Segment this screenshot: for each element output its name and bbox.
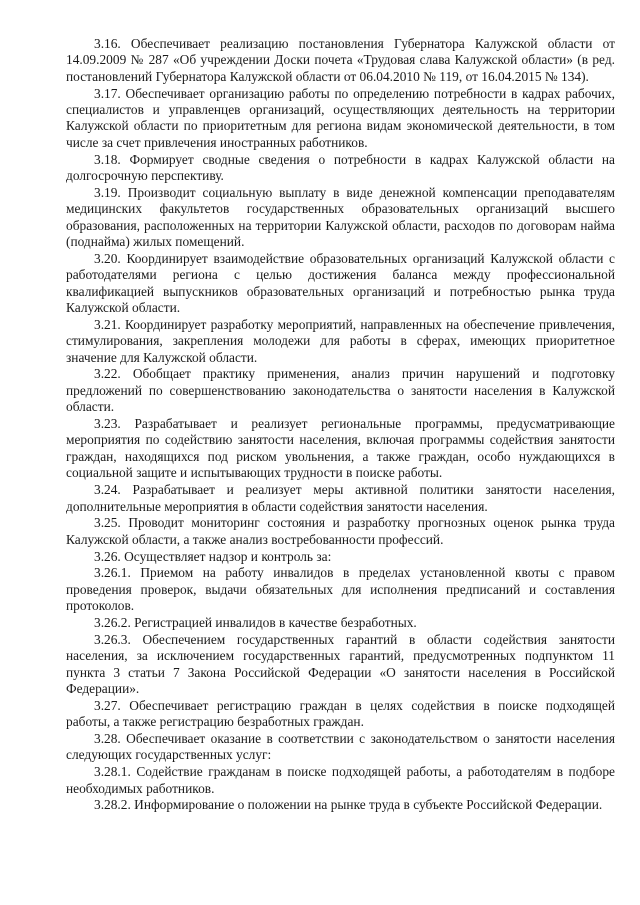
paragraph-3-28-2: 3.28.2. Информирование о положении на рынке труда в субъекте Российской Федерации. [94, 797, 603, 813]
paragraph-3-27: 3.27. Обеспечивает регистрацию граждан в целях содействия в поиске подходящей работы, а также регистрацию безработных граждан. [66, 697, 615, 730]
paragraph-3-26: 3.26. Осуществляет надзор и контроль за: [94, 548, 332, 564]
paragraph-3-21: 3.21. Координирует разработку мероприятий, направленных на обеспечение привлечения, стимулирования, закрепления молодежи для работы в сферах, имеющих приоритетное значение для Калужской области. [66, 316, 615, 365]
paragraph-3-16: 3.16. Обеспечивает реализацию постановления Губернатора Калужской области от 14.09.2009 № 287 «Об учреждении Доски почета «Трудовая слава Калужской области» (в ред. постановлений Губернатора Калужской области от 06.04.2010 № 119, от 16.04.2015 № 134). [66, 36, 615, 84]
paragraph-3-28-1: 3.28.1. Содействие гражданам в поиске подходящей работы, а работодателям в подборе необходимых работников. [66, 764, 615, 796]
paragraph-3-26-2: 3.26.2. Регистрацией инвалидов в качестве безработных. [94, 614, 417, 630]
paragraph-3-26-1: 3.26.1. Приемом на работу инвалидов в пределах установленной квоты с правом проведения проверок, выдачи обязательных для исполнения предписаний и составления протоколов. [66, 565, 615, 614]
paragraph-3-19: 3.19. Производит социальную выплату в виде денежной компенсации преподавателям медицинских факультетов государственных образовательных организаций высшего образования, расположенных на территории Калужской области, расходов по договорам найма (поднайма) жилых помещений. [66, 184, 615, 250]
paragraph-3-20: 3.20. Координирует взаимодействие образовательных организаций Калужской области с работодателями региона с целью достижения баланса между профессиональной квалификацией выпускников образовательных организаций и потребностью рынка труда Калужской области. [66, 250, 615, 316]
paragraph-3-22: 3.22. Обобщает практику применения, анализ причин нарушений и подготовку предложений по совершенствованию законодательства о занятости населения в Калужской области. [66, 366, 615, 415]
paragraph-3-26-3: 3.26.3. Обеспечением государственных гарантий в области содействия занятости населения, за исключением государственных гарантий, предусмотренных подпунктом 11 пункта 3 статьи 7 Закона Российской Федерации «О занятости населения в Российской Федерации». [66, 631, 615, 696]
paragraph-3-18: 3.18. Формирует сводные сведения о потребности в кадрах Калужской области на долгосрочную перспективу. [66, 151, 615, 184]
paragraph-3-17: 3.17. Обеспечивает организацию работы по определению потребности в кадрах рабочих, специалистов и управленцев организаций, осуществляющих деятельность на территории Калужской области по приоритетным для региона видам экономической деятельности, в том числе за счет привлечения иностранных работников. [66, 85, 615, 150]
paragraph-3-24: 3.24. Разрабатывает и реализует меры активной политики занятости населения, дополнительные мероприятия в области содействия занятости населения. [66, 482, 615, 514]
paragraph-3-28: 3.28. Обеспечивает оказание в соответствии с законодательством о занятости населения следующих государственных услуг: [66, 730, 615, 763]
document-page [66, 36, 615, 814]
paragraph-3-23: 3.23. Разрабатывает и реализует региональные программы, предусматривающие мероприятия по содействию занятости населения, включая программы содействия занятости граждан, находящихся под риском увольнения, а также граждан, особо нуждающихся в социальной защите и испытывающих трудности в поиске работы. [66, 416, 615, 481]
paragraph-3-25: 3.25. Проводит мониторинг состояния и разработку прогнозных оценок рынка труда Калужской области, а также анализ востребованности профессий. [66, 515, 615, 547]
